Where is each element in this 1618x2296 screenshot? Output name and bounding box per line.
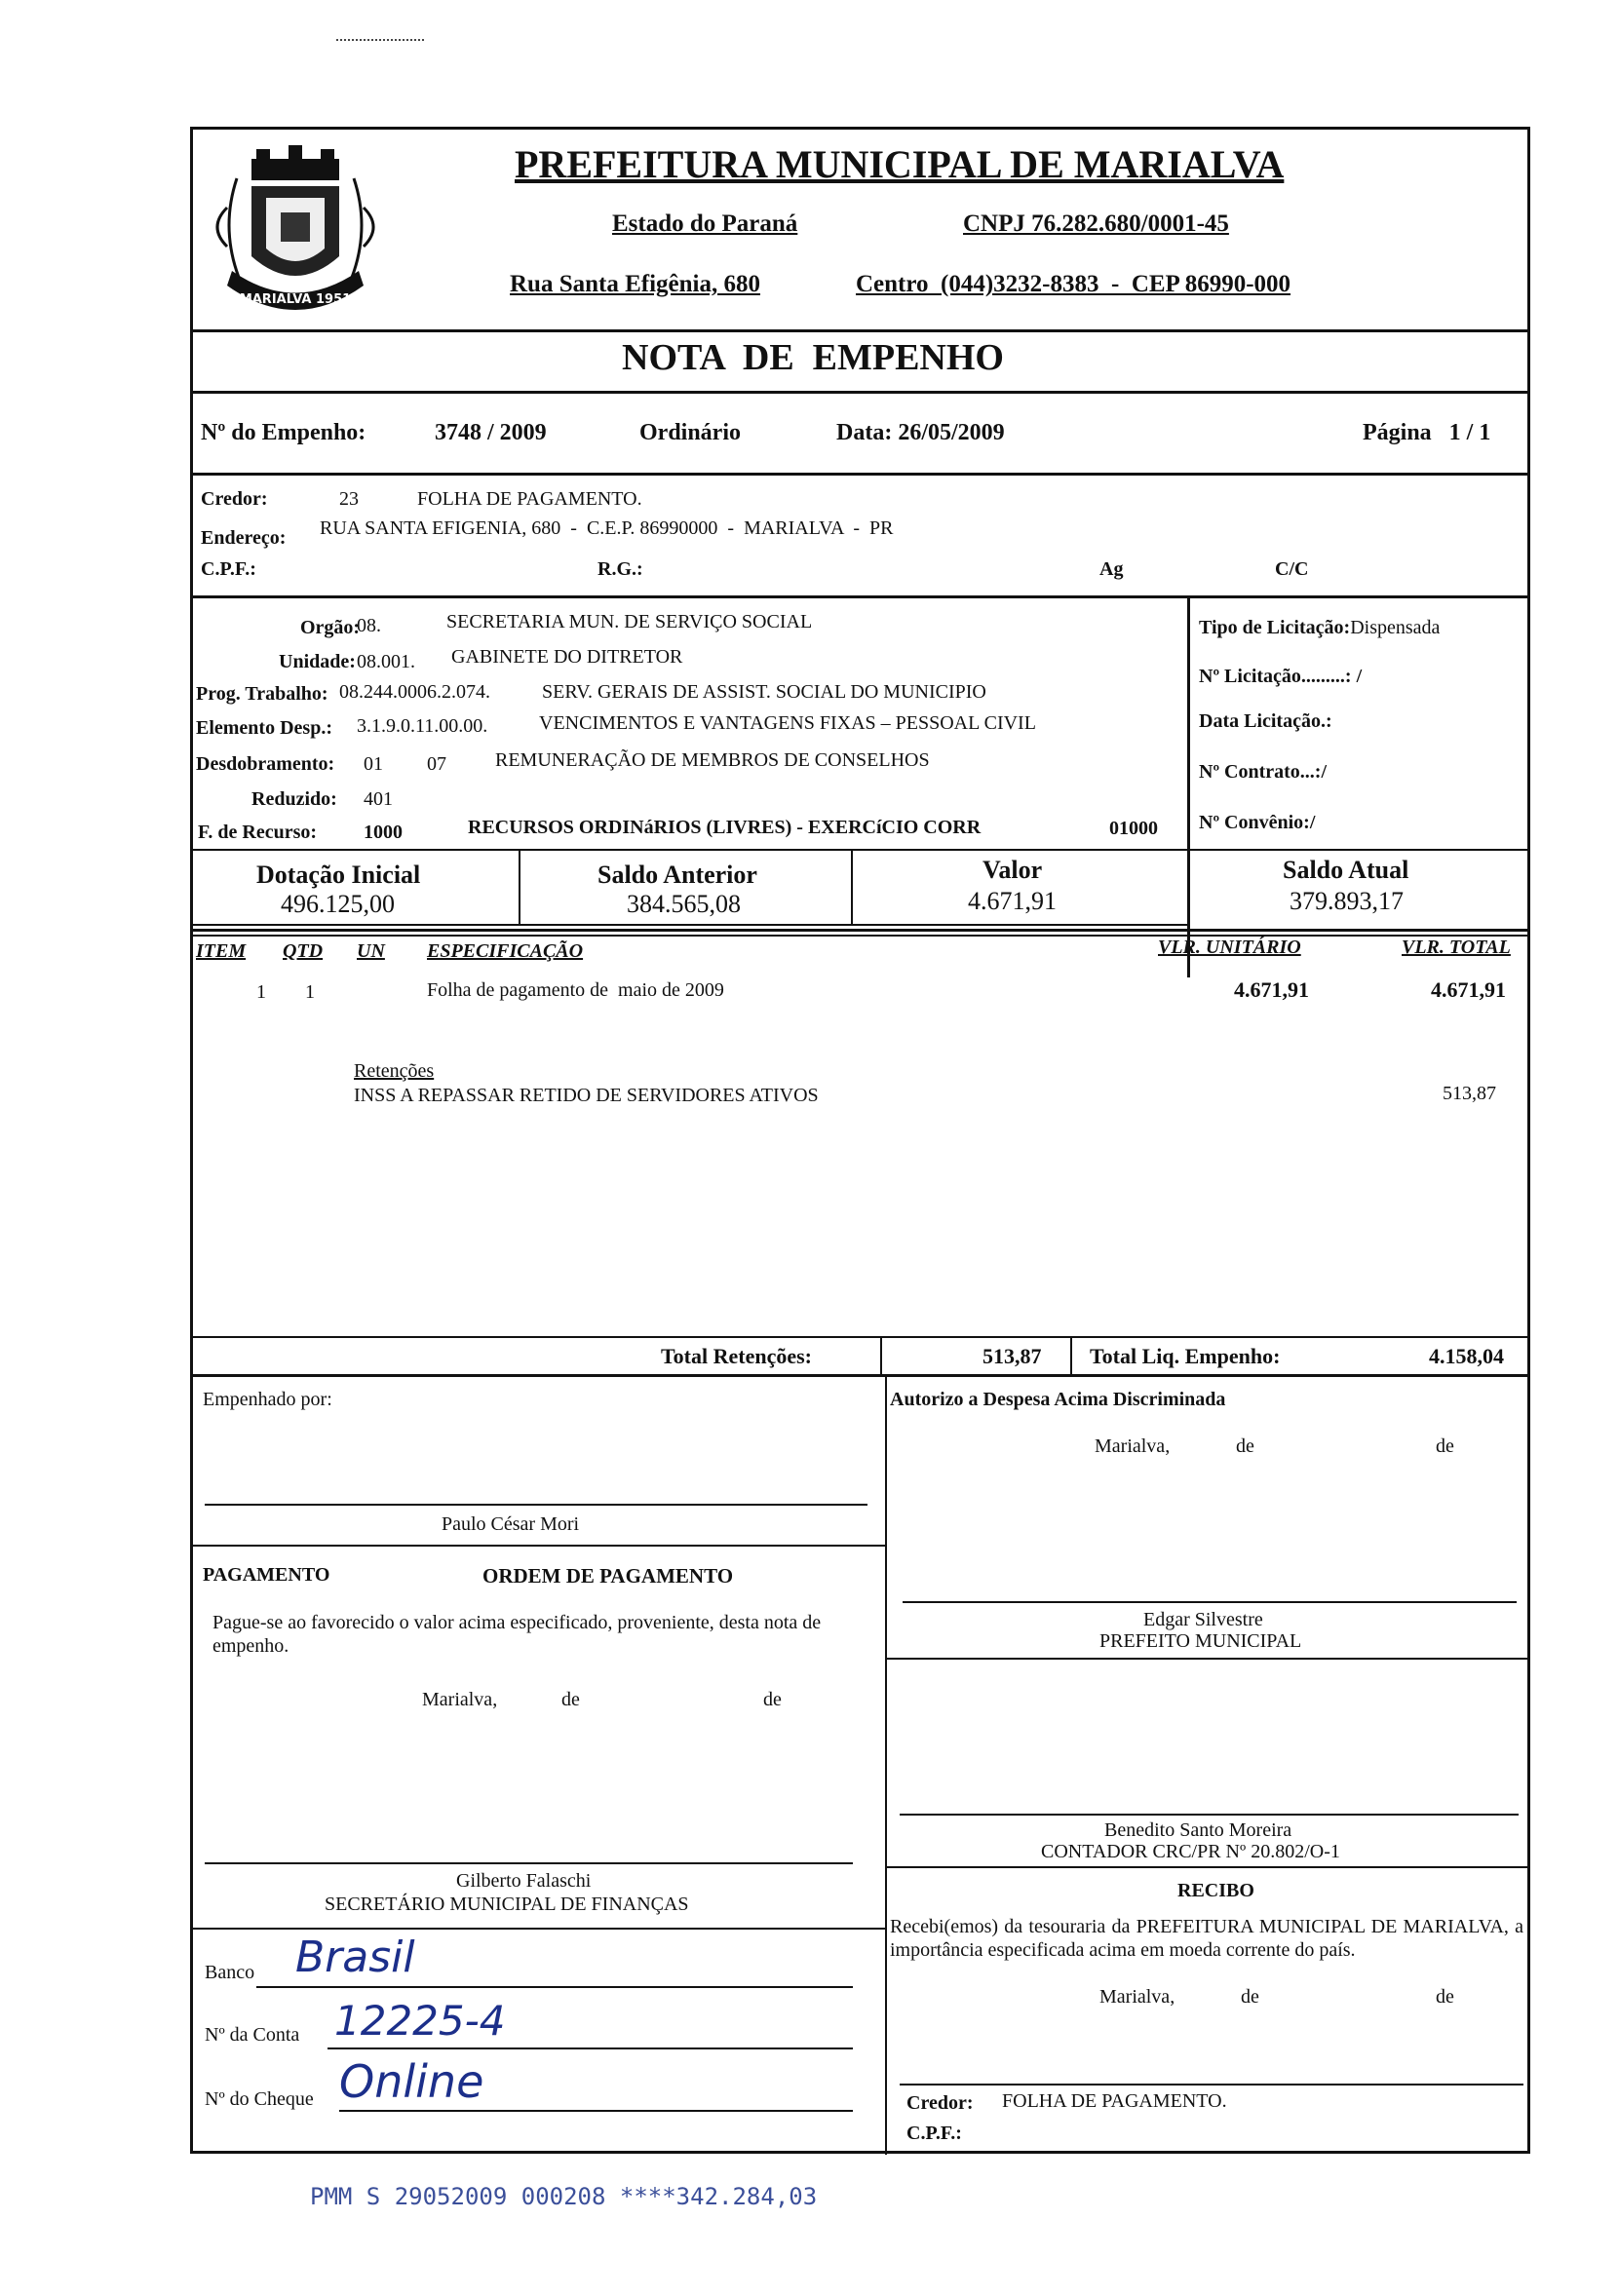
pagamento-label: PAGAMENTO	[203, 1564, 330, 1586]
desdobramento-code-2: 07	[427, 753, 446, 775]
recurso-code: 1000	[364, 822, 403, 843]
saldo-anterior-label: Saldo Anterior	[597, 861, 757, 889]
desdobramento-label: Desdobramento:	[196, 753, 335, 775]
recurso-label: F. de Recurso:	[198, 822, 318, 843]
rg-label: R.G.:	[597, 558, 643, 580]
contrato-number: Nº Contrato...:/	[1199, 761, 1328, 783]
banco-value: Brasil	[295, 1932, 415, 1982]
item-number: 1	[256, 981, 266, 1003]
recibo-de-1: de	[1241, 1986, 1259, 2008]
credor-address: RUA SANTA EFIGENIA, 680 - C.E.P. 86990000 - MARIALVA - PR	[320, 517, 894, 539]
financas-role: SECRETÁRIO MUNICIPAL DE FINANÇAS	[325, 1894, 689, 1915]
table-row	[193, 977, 1530, 1009]
cnpj: CNPJ 76.282.680/0001-45	[963, 210, 1229, 237]
dotacao-value: 496.125,00	[281, 890, 395, 918]
recibo-text: Recebi(emos) da tesouraria da PREFEITURA MUNICIPAL DE MARIALVA, a importância especificada acima em moeda corrente do país.	[890, 1916, 1523, 1961]
empenho-label: Nº do Empenho:	[201, 420, 366, 445]
cpf-label: C.P.F.:	[201, 558, 256, 580]
recibo-title: RECIBO	[1177, 1880, 1254, 1901]
recibo-de-2: de	[1436, 1986, 1454, 2008]
autorizo-title: Autorizo a Despesa Acima Discriminada	[890, 1389, 1226, 1410]
orgao-label: Orgão:	[300, 617, 361, 638]
scan-mark	[336, 39, 424, 45]
col-total-value: VLR. TOTAL	[1402, 937, 1511, 958]
document-frame	[190, 127, 1530, 2154]
desdobramento-name: REMUNERAÇÃO DE MEMBROS DE CONSELHOS	[495, 749, 930, 771]
licitacao-number: Nº Licitação.........: /	[1199, 666, 1363, 687]
financas-signer: Gilberto Falaschi	[456, 1870, 592, 1892]
unidade-label: Unidade:	[279, 651, 356, 672]
credor-name: FOLHA DE PAGAMENTO.	[417, 488, 642, 510]
pagamento-text: Pague-se ao favorecido o valor acima especificado, proveniente, desta nota de empenho.	[212, 1612, 822, 1657]
col-spec: ESPECIFICAÇÃO	[427, 940, 584, 962]
total-retencoes-label: Total Retenções:	[661, 1344, 812, 1368]
recibo-place: Marialva,	[1099, 1986, 1175, 2008]
empenhado-label: Empenhado por:	[203, 1389, 332, 1410]
credor-label: Credor:	[201, 488, 268, 510]
doc-title: NOTA DE EMPENHO	[622, 337, 1004, 378]
page-title: PREFEITURA MUNICIPAL DE MARIALVA	[515, 142, 1285, 186]
col-item: ITEM	[196, 940, 247, 962]
contador-signer: Benedito Santo Moreira	[1104, 1819, 1292, 1841]
total-liquido-label: Total Liq. Empenho:	[1090, 1344, 1281, 1368]
total-retencoes-value: 513,87	[982, 1344, 1042, 1368]
cc-label: C/C	[1275, 558, 1309, 580]
credor-code: 23	[339, 488, 359, 510]
dotacao-label: Dotação Inicial	[256, 861, 421, 889]
licitacao-type-label: Tipo de Licitação:	[1199, 617, 1351, 638]
autorizo-de-2: de	[1436, 1435, 1454, 1457]
reduzido-label: Reduzido:	[251, 788, 337, 810]
empenho-number: 3748 / 2009	[435, 420, 547, 445]
elemento-name: VENCIMENTOS E VANTAGENS FIXAS – PESSOAL CIVIL	[539, 712, 1036, 734]
saldo-atual-value: 379.893,17	[1290, 887, 1404, 915]
empenho-date: Data: 26/05/2009	[836, 420, 1005, 445]
item-unit-value: 4.671,91	[1234, 977, 1309, 1002]
pagamento-de-2: de	[763, 1689, 782, 1710]
recibo-credor-label: Credor:	[906, 2092, 974, 2114]
unidade-code: 08.001.	[357, 651, 415, 672]
retencoes-value: 513,87	[1443, 1083, 1496, 1104]
pagamento-title: ORDEM DE PAGAMENTO	[482, 1564, 734, 1588]
autorizo-place: Marialva,	[1095, 1435, 1171, 1457]
valor-value: 4.671,91	[968, 887, 1057, 915]
street-address: Rua Santa Efigênia, 680	[510, 271, 760, 297]
page-number: Página 1 / 1	[1363, 420, 1491, 445]
licitacao-date: Data Licitação.:	[1199, 710, 1332, 732]
total-liquido-value: 4.158,04	[1429, 1344, 1504, 1368]
address-label: Endereço:	[201, 527, 287, 549]
licitacao-type	[1199, 617, 1440, 639]
empenho-type: Ordinário	[639, 420, 742, 445]
recibo-cpf-label: C.P.F.:	[906, 2123, 962, 2144]
desdobramento-code-1: 01	[364, 753, 383, 775]
empenhado-signer: Paulo César Mori	[442, 1513, 580, 1535]
col-un: UN	[357, 940, 385, 962]
contador-role: CONTADOR CRC/PR Nº 20.802/O-1	[1041, 1841, 1340, 1862]
valor-label: Valor	[982, 856, 1043, 884]
orgao-code: 08.	[357, 615, 381, 636]
conta-value: 12225-4	[334, 1997, 506, 2045]
orgao-name: SECRETARIA MUN. DE SERVIÇO SOCIAL	[446, 611, 813, 632]
convenio-number: Nº Convênio:/	[1199, 812, 1316, 833]
banco-label: Banco	[205, 1962, 255, 1983]
seal-text: MARIALVA 1951	[239, 292, 352, 307]
col-qtd: QTD	[283, 940, 324, 962]
recurso-name: RECURSOS ORDINáRIOS (LIVRES) - EXERCíCIO CORR	[468, 817, 982, 838]
unidade-name: GABINETE DO DITRETOR	[451, 646, 683, 668]
pagamento-place: Marialva,	[422, 1689, 498, 1710]
item-spec: Folha de pagamento de maio de 2009	[427, 979, 724, 1001]
saldo-anterior-value: 384.565,08	[627, 890, 741, 918]
prog-name: SERV. GERAIS DE ASSIST. SOCIAL DO MUNICIPIO	[542, 681, 986, 703]
municipal-seal-icon	[198, 139, 393, 334]
autorizo-de-1: de	[1236, 1435, 1254, 1457]
recibo-credor-value: FOLHA DE PAGAMENTO.	[1002, 2090, 1227, 2112]
prog-label: Prog. Trabalho:	[196, 683, 328, 705]
item-total-value: 4.671,91	[1431, 977, 1506, 1002]
retencoes-line: INSS A REPASSAR RETIDO DE SERVIDORES ATIVOS	[354, 1085, 819, 1106]
prefeito-signer: Edgar Silvestre	[1143, 1609, 1263, 1630]
ag-label: Ag	[1099, 558, 1124, 580]
saldo-atual-label: Saldo Atual	[1283, 856, 1409, 884]
prog-code: 08.244.0006.2.074.	[339, 681, 490, 703]
reduzido-code: 401	[364, 788, 393, 810]
cheque-value: Online	[339, 2055, 484, 2108]
col-unit-value: VLR. UNITÁRIO	[1158, 937, 1301, 958]
recurso-number: 01000	[1109, 818, 1158, 839]
item-qtd: 1	[305, 981, 315, 1003]
cheque-label: Nº do Cheque	[205, 2088, 314, 2110]
contact-info: Centro (044)3232-8383 - CEP 86990-000	[856, 271, 1291, 297]
elemento-code: 3.1.9.0.11.00.00.	[357, 715, 488, 737]
pagamento-de-1: de	[561, 1689, 580, 1710]
licitacao-type-value: Dispensada	[1350, 617, 1441, 638]
prefeito-role: PREFEITO MUNICIPAL	[1099, 1630, 1302, 1652]
conta-label: Nº da Conta	[205, 2024, 300, 2046]
bank-stamp: PMM S 29052009 000208 ****342.284,03	[310, 2183, 818, 2210]
state-name: Estado do Paraná	[612, 210, 798, 237]
elemento-label: Elemento Desp.:	[196, 717, 332, 739]
retencoes-title: Retenções	[354, 1060, 435, 1082]
